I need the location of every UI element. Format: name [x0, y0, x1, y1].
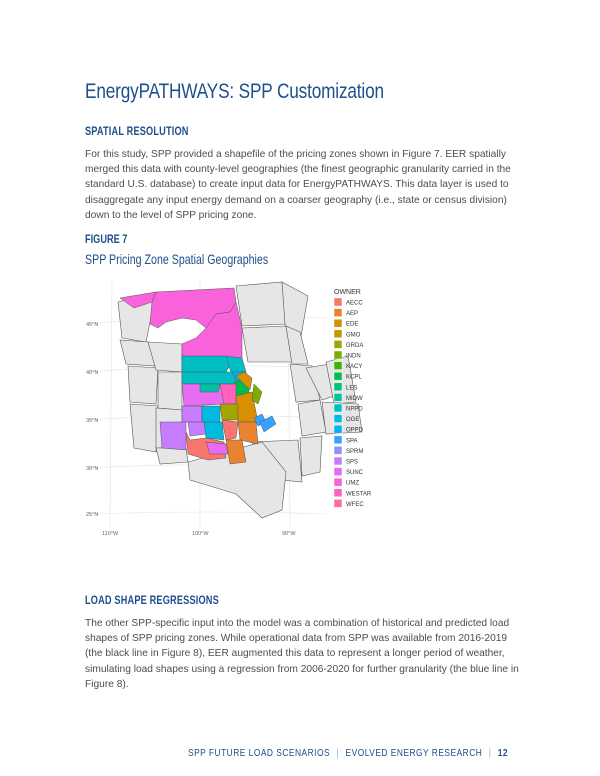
- figure-label: FIGURE 7: [85, 234, 128, 246]
- legend-label-midw: MIDW: [346, 395, 363, 402]
- lon-tick: 110°W: [102, 531, 119, 537]
- legend-swatch-sps: [334, 457, 342, 465]
- legend-label-kcpl: KCPL: [346, 374, 362, 381]
- legend-swatch-umz: [334, 478, 342, 486]
- lat-tick: 40°N: [86, 370, 99, 376]
- legend-swatch-aep: [334, 309, 342, 317]
- legend-swatch-gmo: [334, 330, 342, 338]
- zone-sps-2: [188, 422, 206, 436]
- legend-label-indn: INDN: [346, 353, 361, 360]
- legend-swatch-kacy: [334, 362, 342, 370]
- legend-swatch-ede: [334, 319, 342, 327]
- figure-title: SPP Pricing Zone Spatial Geographies: [85, 251, 269, 267]
- page-title: EnergyPATHWAYS: SPP Customization: [85, 80, 384, 103]
- zone-nppd: [182, 356, 232, 372]
- legend-label-sps: SPS: [346, 459, 359, 466]
- paragraph-load-shape-regressions: The other SPP-specific input into the model was a combination of historical and predicted load shapes of SPP pricing zones. While operational data from SPP was available from 2016-2019 (the black line in Figure 8), EER augmented this data to represent a longer period of weather, simulating load shapes using a regression from 2006-2020 for further granularity (the blue line in Figure 8).: [85, 618, 519, 690]
- zone-oge-2: [204, 422, 224, 440]
- section-heading-load-shape-regressions: LOAD SHAPE REGRESSIONS: [85, 595, 219, 607]
- legend-swatch-sprm: [334, 446, 342, 454]
- legend-label-ede: EDE: [346, 321, 359, 328]
- legend-label-spa: SPA: [346, 438, 358, 445]
- legend-label-nppd: NPPD: [346, 406, 363, 413]
- legend-swatch-nppd: [334, 404, 342, 412]
- zone-sps-west: [160, 422, 186, 450]
- zone-nppd-south: [182, 372, 238, 384]
- paragraph-spatial-resolution: For this study, SPP provided a shapefile of the pricing zones shown in Figure 7. EER spatially merged this data with county-level geographies (the finest geographic granularity carried in the standard U.S. database) to create input data for EnergyPATHWAYS. This data layer is used to disaggregate any input energy demand on a coarser geography (i.e., state or census division) down to the level of SPP pricing zone.: [85, 149, 511, 221]
- lat-tick: 30°N: [86, 466, 99, 472]
- legend-swatch-kcpl: [334, 372, 342, 380]
- legend-swatch-midw: [334, 393, 342, 401]
- lat-tick: 35°N: [86, 418, 99, 424]
- legend-label-aep: AEP: [346, 311, 359, 318]
- legend-label-sprm: SPRM: [346, 448, 364, 455]
- legend-label-oppd: OPPD: [346, 427, 364, 434]
- legend-label-wfec: WFEC: [346, 501, 364, 508]
- legend-label-kacy: KACY: [346, 364, 363, 371]
- section-heading-spatial-resolution: SPATIAL RESOLUTION: [85, 126, 189, 138]
- zone-sunc-south: [206, 442, 228, 454]
- legend-swatch-aecc: [334, 298, 342, 306]
- footer-organization: EVOLVED ENERGY RESEARCH: [345, 747, 483, 759]
- legend-swatch-oppd: [334, 425, 342, 433]
- legend-title: OWNER: [334, 289, 361, 296]
- page-number: 12: [497, 747, 509, 759]
- footer: SPP FUTURE LOAD SCENARIOS | EVOLVED ENERGY RESEARCH | 12: [188, 747, 509, 759]
- legend-label-oge: OGE: [346, 417, 360, 424]
- legend-swatch-wfec: [334, 499, 342, 507]
- legend-label-grda: GRDA: [346, 342, 364, 349]
- legend-label-sunc: SUNC: [346, 470, 364, 477]
- legend-label-aecc: AECC: [346, 300, 363, 307]
- legend-swatch-grda: [334, 340, 342, 348]
- spp-pricing-zone-map: [86, 272, 396, 547]
- legend-swatch-les: [334, 383, 342, 391]
- lat-tick: 25°N: [86, 512, 99, 518]
- legend-swatch-westar: [334, 489, 342, 497]
- zone-grda: [220, 404, 238, 420]
- lon-tick: 100°W: [192, 531, 209, 537]
- legend-swatch-spa: [334, 436, 342, 444]
- legend-label-umz: UMZ: [346, 480, 359, 487]
- legend-label-les: LES: [346, 385, 358, 392]
- lon-tick: 90°W: [282, 531, 296, 537]
- legend-label-westar: WESTAR: [346, 491, 372, 498]
- legend-swatch-oge: [334, 415, 342, 423]
- footer-report-title: SPP FUTURE LOAD SCENARIOS: [188, 747, 331, 759]
- zone-oge: [202, 406, 220, 424]
- zone-sps: [182, 406, 202, 422]
- legend-swatch-indn: [334, 351, 342, 359]
- zone-midw: [200, 384, 220, 392]
- legend-label-gmo: GMO: [346, 332, 361, 339]
- legend-swatch-sunc: [334, 468, 342, 476]
- lat-tick: 45°N: [86, 322, 99, 328]
